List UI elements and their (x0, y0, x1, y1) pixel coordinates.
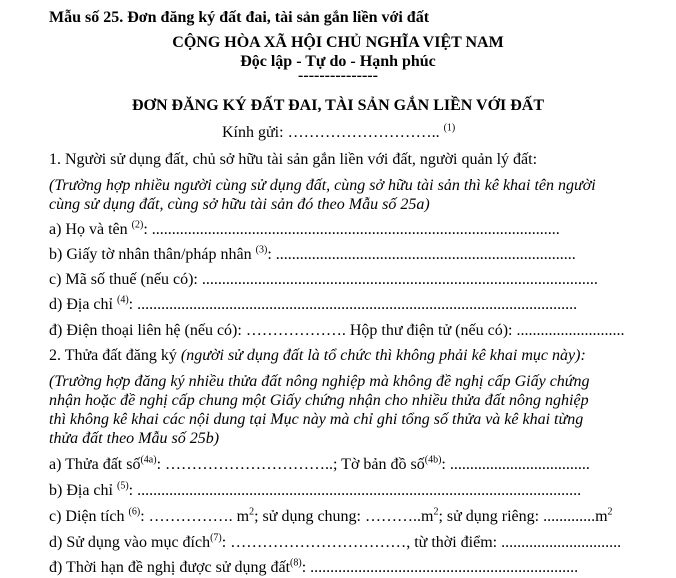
section2-note-line3: thì không kê khai các nội dung tại Mục này mà chỉ ghi tổng số thửa và kê khai từng (49, 411, 584, 428)
footnote-ref: (1) (443, 122, 456, 134)
section2-note-line2: nhận hoặc đề nghị cấp chung một Giấy chứng nhận cho nhiều thửa đất nông nghiệp (49, 392, 589, 409)
section2-heading: 2. Thửa đất đăng ký (người sử dụng đất là tổ chức thì không phải kê khai mục này): (49, 347, 586, 364)
s1-field-tax-code: c) Mã số thuế (nếu có): ................................................................................................... (49, 271, 598, 288)
section1-note-line1: (Trường hợp nhiều người cùng sử dụng đất, cùng sở hữu tài sản thì kê khai tên người (49, 177, 596, 194)
s2-field-parcel: a) Thửa đất số$^{(4a)}$: …………………………..; Tờ bản đồ số$^{(4b)}$: ................................... (49, 454, 590, 473)
s2-field-address: b) Địa chỉ $^{(5)}$: ............................................................................................................... (49, 480, 582, 499)
kinh-gui-label: Kính gửi: ……………………….. (222, 124, 444, 141)
s1-field-name: a) Họ và tên $^{(2)}$: ...................................................................................................... (49, 219, 560, 238)
s1-field-phone-email: đ) Điện thoại liên hệ (nếu có): ………………. Hộp thư điện tử (nếu có): ........................... (49, 322, 625, 339)
document-title: ĐƠN ĐĂNG KÝ ĐẤT ĐAI, TÀI SẢN GẮN LIỀN VỚI ĐẤT (131, 97, 545, 114)
s2-field-area: c) Diện tích $^{(6)}$: ……………. $m^2$; sử dụng chung: $\dots\dots\dots..m^2$; sử dụng riêng: $.............m^2$ (49, 506, 613, 525)
section1-note-line2: cùng sử dụng đất, cùng sở hữu tài sản đó theo Mẫu số 25a) (49, 196, 430, 213)
motto: Độc lập - Tự do - Hạnh phúc (240, 53, 436, 70)
section1-heading: 1. Người sử dụng đất, chủ sở hữu tài sản gắn liền với đất, người quản lý đất: (49, 151, 538, 168)
section2-note-line1: (Trường hợp đăng ký nhiều thửa đất nông nghiệp mà không đề nghị cấp Giấy chứng (49, 373, 590, 390)
section2-note-line4: thửa đất theo Mẫu số 25b) (49, 430, 220, 447)
s2-field-duration: đ) Thời hạn đề nghị được sử dụng đất$^{(8)}$: ................................................................... (49, 557, 579, 576)
s1-field-address: d) Địa chỉ $^{(4)}$: .............................................................................................................. (49, 294, 578, 313)
s2-field-purpose: d) Sử dụng vào mục đích$^{(7)}$: ……………………………, từ thời điểm: .............................. (49, 532, 622, 551)
s1-field-id-doc: b) Giấy tờ nhân thân/pháp nhân $^{(3)}$: ........................................................................... (49, 244, 576, 263)
kinh-gui-line (222, 123, 455, 143)
form-label: Mẫu số 25. Đơn đăng ký đất đai, tài sản gắn liền với đất (49, 9, 430, 26)
country-name: CỘNG HÒA XÃ HỘI CHỦ NGHĨA VIỆT NAM (172, 34, 504, 51)
header-divider: --------------- (298, 67, 378, 84)
